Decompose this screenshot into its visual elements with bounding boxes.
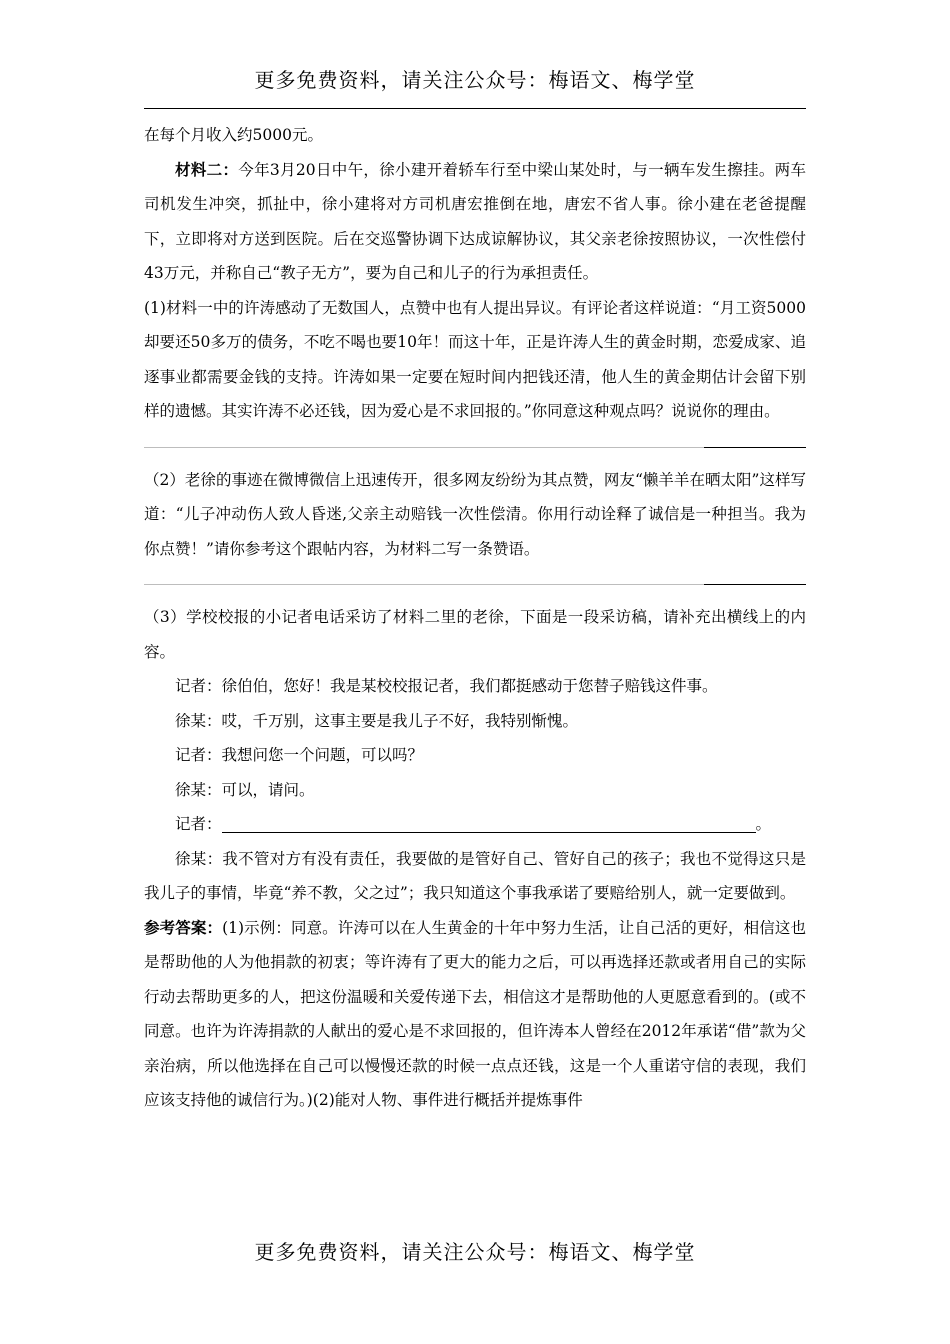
question-3: （3）学校校报的小记者电话采访了材料二里的老徐，下面是一段采访稿，请补充出横线上的内容。 (144, 608, 806, 661)
reference-answer (144, 911, 806, 1118)
material-two-label: 材料二： (175, 159, 239, 179)
dialogue-line-4: 徐某：可以，请问。 (175, 780, 315, 799)
dialogue-line-5 (144, 807, 806, 842)
dialogue-line-5-prefix: 记者： (175, 815, 222, 833)
page-footer: 更多免费资料，请关注公众号：梅语文、梅学堂 (254, 1240, 696, 1264)
question-1: (1)材料一中的许涛感动了无数国人，点赞中也有人提出异议。有评论者这样说道：“月工资5000却要还50多万的债务，不吃不喝也要10年！而这十年，正是许涛人生的黄金时期，恋爱成家、追逐事业都需要金钱的支持。许涛如果一定要在短时间内把钱还清，他人生的黄金期估计会留下别样的遗憾。其实许涛不必还钱，因为爱心是不求回报的。”你同意这种观点吗？说说你的理由。 (144, 298, 806, 420)
page-header: 更多免费资料，请关注公众号：梅语文、梅学堂 (254, 68, 696, 92)
dialogue-line-6: 徐某：我不管对方有没有责任，我要做的是管好自己、管好自己的孩子；我也不觉得这只是我儿子的事情，毕竟“养不教，父之过”；我只知道这个事我承诺了要赔给别人，就一定要做到。 (144, 849, 806, 902)
reference-answer-label: 参考答案： (144, 917, 223, 937)
answer-line-2[interactable] (144, 566, 806, 600)
reference-answer-text: (1)示例：同意。许涛可以在人生黄金的十年中努力生活，让自己活的更好，相信这也是帮助他的人为他捐款的初衷；等许涛有了更大的能力之后，可以再选择还款或者用自己的实际行动去帮助更多的人，把这份温暖和关爱传递下去，相信这才是帮助他的人更愿意看到的。(或不同意。也许为许涛捐款的人献出的爱心是不求回报的，但许涛本人曾经在2012年承诺“借”款为父亲治病，所以他选择在自己可以慢慢还款的时候一点点还钱，这是一个人重诺守信的表现，我们应该支持他的诚信行为。)(2)能对人物、事件进行概括并提炼事件 (144, 918, 806, 1109)
dialogue-line-3: 记者：我想问您一个问题，可以吗？ (175, 746, 424, 764)
material-two-text: 今年3月20日中午，徐小建开着轿车行至中梁山某处时，与一辆车发生擦挂。两车司机发生冲突，抓扯中，徐小建将对方司机唐宏推倒在地，唐宏不省人事。徐小建在老爸提醒下，立即将对方送到医院。后在交巡警协调下达成谅解协议，其父亲老徐按照协议，一次性偿付43万元，并称自己“教子无方”，要为自己和儿子的行为承担责任。 (144, 160, 806, 282)
question-2: （2）老徐的事迹在微博微信上迅速传开，很多网友纷纷为其点赞，网友“懒羊羊在晒太阳”这样写道：“儿子冲动伤人致人昏迷,父亲主动赔钱一次性偿清。你用行动诠释了诚信是一种担当。我为你点赞！”请你参考这个跟帖内容，为材料二写一条赞语。 (144, 470, 806, 558)
fill-in-blank[interactable] (222, 810, 756, 833)
material-one-tail: 在每个月收入约5000元。 (144, 126, 323, 144)
dialogue-line-1: 记者：徐伯伯，您好！我是某校校报记者，我们都挺感动于您替子赔钱这件事。 (175, 677, 718, 695)
dialogue-line-2: 徐某：哎，千万别，这事主要是我儿子不好，我特别惭愧。 (175, 711, 579, 730)
document-body (144, 118, 806, 1118)
dialogue-line-5-suffix: 。 (755, 815, 772, 833)
answer-line-1-tail (704, 447, 806, 448)
header-divider (144, 108, 806, 109)
answer-line-1[interactable] (144, 429, 806, 463)
answer-line-2-tail (704, 584, 806, 585)
material-two-paragraph (144, 153, 806, 291)
